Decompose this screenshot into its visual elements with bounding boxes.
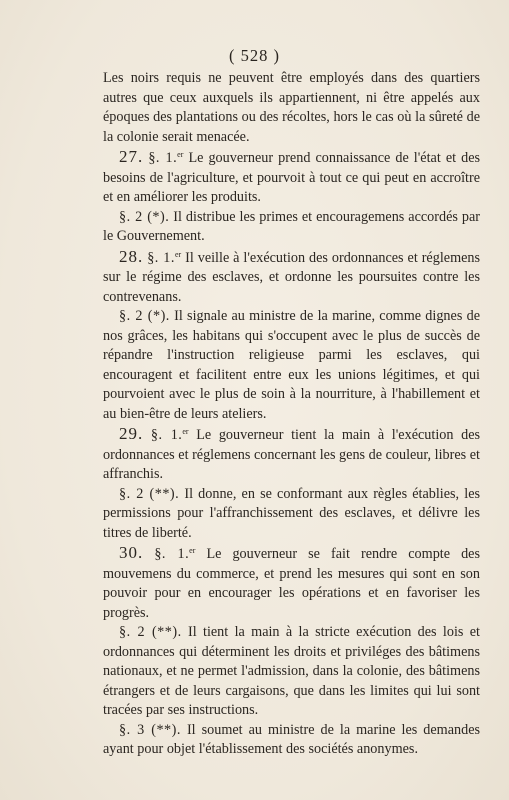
paragraph	[103, 69, 480, 147]
section-mark: §. 2 (**).	[119, 485, 180, 502]
section-mark: §. 2 (*).	[119, 308, 170, 324]
paragraph-text: Il veille à l'exécution des ordonnances et réglemens sur le régime des esclaves, et ordonne les poursuites contre les contrevenans.	[103, 249, 481, 305]
page-number: ( 528 )	[229, 46, 280, 65]
paragraph-text: Il distribue les primes et encouragemens accordés par le Gouvernement.	[103, 208, 481, 244]
ordinal-superscript: er	[182, 427, 189, 436]
paragraph-text: Le gouverneur tient la main à l'exécution des ordonnances et réglemens concernant les gens de couleur, libres et affranchis.	[103, 427, 481, 482]
section-mark: §. 1.	[150, 427, 183, 443]
paragraph-text: Il signale au ministre de la marine, comme dignes de nos grâces, les habitans qui s'occupent avec le plus de succès de répandre l'instruction religieuse parmi les esclaves, qui encouragent et facilitent entre eux les unions légitimes, et qui pourvoient avec le plus de soin à la nourriture, à l'habillement et au bien-être de leurs ateliers.	[103, 308, 481, 422]
article-29-section-1	[103, 424, 480, 485]
article-30-section-3	[103, 721, 480, 760]
text-body	[103, 69, 480, 760]
article-number: 29.	[119, 424, 144, 443]
section-mark: §. 1.	[148, 150, 178, 166]
paragraph-text: Le gouverneur prend connaissance de l'état et des besoins de l'agriculture, et pourvoit à tout ce qui peut en accroître et en améliorer les produits.	[103, 150, 481, 205]
article-27-section-1	[103, 147, 480, 208]
paragraph-text: Il tient la main à la stricte exécution des lois et ordonnances qui déterminent les droits et priviléges des bâtimens nationaux, et ne permet l'admission, dans la colonie, des bâtimens étrangers et de leurs cargaisons, que dans les limites qui lui sont tracées par ses instructions.	[103, 624, 480, 718]
article-28-section-2	[103, 307, 480, 424]
article-29-section-2	[103, 485, 480, 544]
article-27-section-2	[103, 208, 480, 247]
ordinal-superscript: er	[174, 249, 182, 259]
section-mark: §. 1.	[154, 546, 190, 562]
section-mark: §. 2 (*).	[119, 208, 170, 225]
ordinal-superscript: er	[177, 150, 184, 159]
section-mark: §. 3 (**).	[119, 721, 181, 738]
article-28-section-1	[103, 247, 480, 308]
ordinal-superscript: er	[189, 546, 196, 555]
paragraph-text: Le gouverneur se fait rendre compte des mouvemens du commerce, et prend les mesures qui sont en son pouvoir pour en encourager les opérations et en favoriser les progrès.	[103, 546, 480, 621]
article-number: 28.	[119, 246, 144, 266]
article-number: 30.	[119, 543, 144, 562]
paragraph-text: Il donne, en se conformant aux règles établies, les permissions pour l'affranchissement des esclaves, et délivre les titres de liberté.	[103, 485, 481, 541]
article-number: 27.	[119, 147, 144, 166]
section-mark: §. 2 (**).	[119, 624, 182, 640]
section-mark: §. 1.	[147, 249, 175, 266]
article-30-section-2	[103, 623, 480, 721]
paragraph-text: Les noirs requis ne peuvent être employés dans des quartiers autres que ceux auxquels ils appartiennent, ni être appelés aux époques des plantations ou des récoltes, hors le cas où la sûreté de la colonie serait menacée.	[103, 70, 480, 145]
paragraph-text: Il soumet au ministre de la marine les demandes ayant pour objet l'établissement des sociétés anonymes.	[103, 721, 481, 757]
article-30-section-1	[103, 543, 480, 623]
